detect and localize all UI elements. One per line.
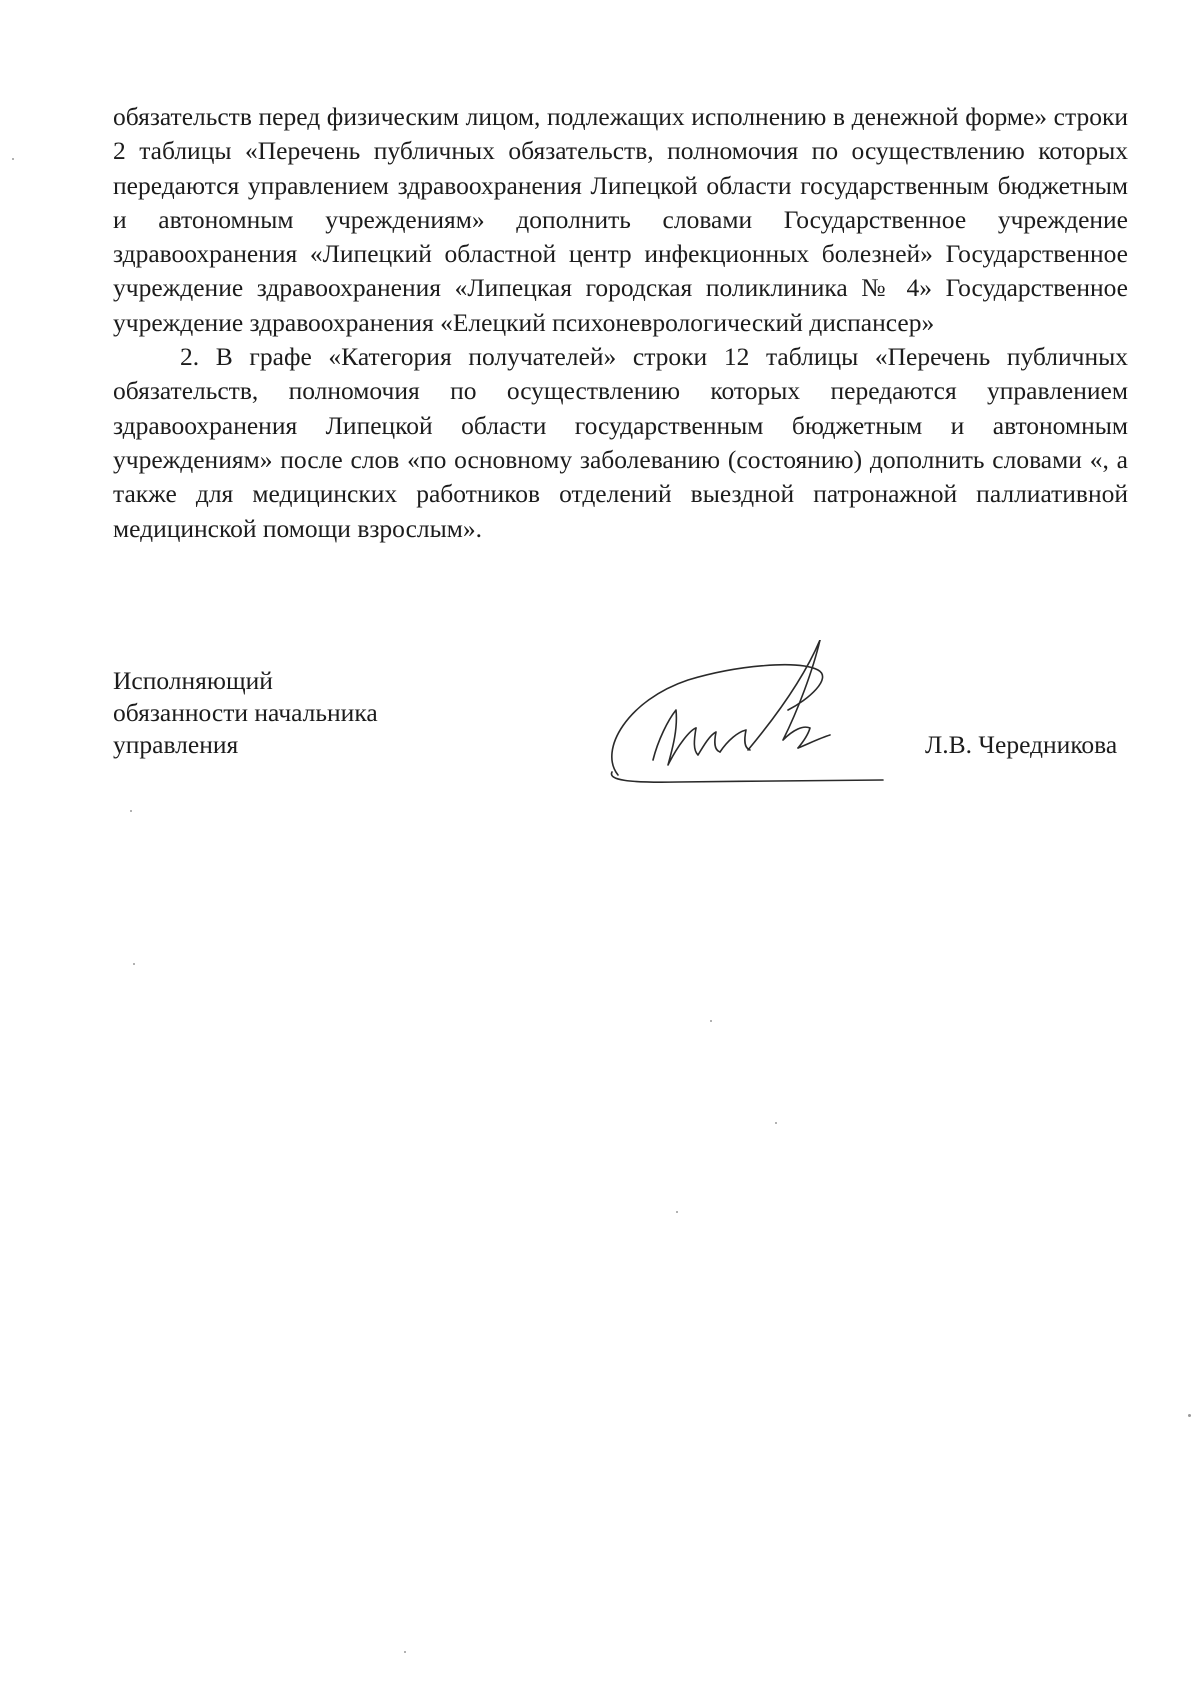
document-body — [113, 100, 1128, 546]
paragraph-item-2: 2. В графе «Категория получателей» строки 12 таблицы «Перечень публичных обязательств, полномочия по осуществлению которых передаются управлением здравоохранения Липецкой области государственным бюджетным и автономным учреждениям» после слов «по основному заболеванию (состоянию) дополнить словами «, а также для медицинских работников отделений выездной патронажной паллиативной медицинской помощи взрослым». — [113, 342, 1128, 543]
scan-speck — [12, 158, 14, 160]
position-line-1: Исполняющий — [113, 666, 273, 695]
signatory-position — [113, 665, 473, 761]
scan-speck — [710, 1020, 712, 1022]
position-line-3: управления — [113, 730, 239, 759]
scan-speck — [775, 1122, 777, 1124]
signer-name: Л.В. Чередникова — [925, 730, 1118, 759]
scan-speck — [130, 810, 132, 812]
paragraph-continued: обязательств перед физическим лицом, подлежащих исполнению в денежной форме» строки 2 таблицы «Перечень публичных обязательств, полномочия по осуществлению которых передаются управлением здравоохранения Липецкой области государственным бюджетным и автономным учреждениям» дополнить словами Государственное учреждение здравоохранения «Липецкий областной центр инфекционных болезней» Государственное учреждение здравоохранения «Липецкая городская поликлиника № 4» Государственное учреждение здравоохранения «Елецкий психоневрологический диспансер» — [113, 102, 1128, 337]
scan-speck — [404, 1651, 406, 1653]
scan-speck — [133, 963, 135, 965]
handwritten-signature — [598, 640, 898, 790]
scan-speck — [1188, 1414, 1191, 1417]
position-line-2: обязанности начальника — [113, 698, 378, 727]
scan-speck — [676, 1211, 678, 1213]
